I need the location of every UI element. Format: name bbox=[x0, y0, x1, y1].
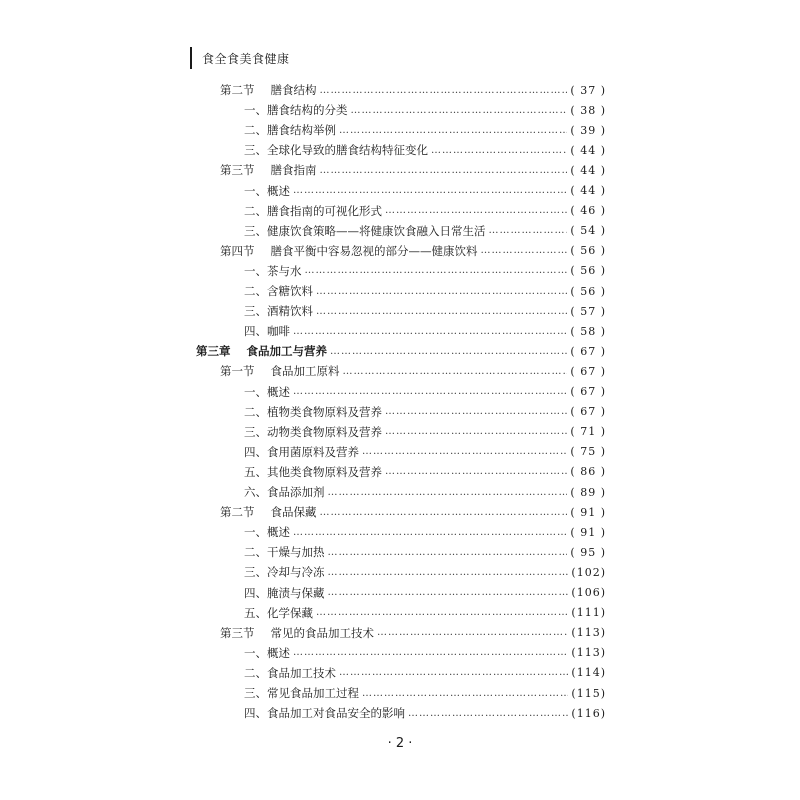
leader-dots bbox=[339, 125, 567, 136]
header-rule bbox=[190, 47, 192, 69]
toc-entry-title bbox=[244, 705, 405, 721]
toc-entry-page: ( 44 ) bbox=[570, 163, 606, 177]
toc-entry bbox=[196, 221, 606, 241]
leader-dots bbox=[385, 406, 567, 417]
leader-dots bbox=[385, 426, 567, 437]
leader-dots bbox=[328, 487, 568, 498]
toc-entry bbox=[196, 361, 606, 381]
toc-entry-title bbox=[244, 484, 325, 500]
toc-entry-title bbox=[244, 444, 359, 460]
toc-entry-title bbox=[220, 504, 317, 520]
toc-entry-text: 膳食指南 bbox=[270, 163, 317, 178]
toc-entry bbox=[196, 80, 606, 100]
toc-entry bbox=[196, 703, 606, 723]
toc-entry-title bbox=[244, 404, 382, 420]
toc-entry-page: ( 91 ) bbox=[570, 505, 606, 519]
toc-entry-page: ( 89 ) bbox=[570, 485, 606, 499]
toc-entry-title bbox=[244, 122, 336, 138]
leader-dots bbox=[316, 607, 568, 618]
toc-entry bbox=[196, 542, 606, 562]
toc-entry-title bbox=[244, 685, 359, 701]
toc-entry bbox=[196, 321, 606, 341]
toc-entry bbox=[196, 241, 606, 261]
toc-entry-page: (106) bbox=[571, 586, 606, 599]
toc-entry-text: 二、植物类食物原料及营养 bbox=[244, 404, 382, 419]
toc-entry-text: 二、含糖饮料 bbox=[244, 284, 313, 298]
toc-entry bbox=[196, 341, 606, 361]
toc-entry-title bbox=[220, 625, 374, 641]
toc-entry-text: 食品加工原料 bbox=[270, 364, 340, 379]
leader-dots bbox=[330, 346, 567, 357]
toc-entry bbox=[196, 462, 606, 482]
page-number: · 2 · bbox=[387, 736, 413, 751]
toc-entry-text: 一、概述 bbox=[244, 525, 290, 540]
running-header bbox=[190, 47, 290, 69]
toc-entry-page: ( 91 ) bbox=[570, 525, 606, 539]
toc-entry-page: ( 75 ) bbox=[570, 445, 606, 459]
toc-entry-page: ( 67 ) bbox=[570, 364, 606, 378]
leader-dots bbox=[316, 286, 567, 297]
toc-entry-page: (102) bbox=[571, 565, 606, 579]
toc-entry-page: ( 67 ) bbox=[570, 405, 606, 419]
toc-entry bbox=[196, 100, 606, 120]
leader-dots bbox=[293, 326, 567, 337]
toc-entry-text: 常见的食品加工技术 bbox=[270, 625, 374, 640]
toc-entry-page: (115) bbox=[571, 686, 606, 700]
toc-entry bbox=[196, 583, 606, 603]
toc-entry-page: ( 39 ) bbox=[570, 123, 606, 137]
toc-entry-text: 三、常见食品加工过程 bbox=[244, 686, 359, 700]
toc-entry-title bbox=[244, 605, 313, 621]
toc-entry-title bbox=[244, 645, 290, 661]
toc-entry-page: ( 46 ) bbox=[570, 204, 606, 218]
toc-entry-text: 三、冷却与冷冻 bbox=[244, 565, 325, 580]
toc-entry bbox=[196, 623, 606, 643]
toc-entry-text: 六、食品添加剂 bbox=[244, 485, 325, 499]
toc-entry-title bbox=[220, 162, 317, 178]
leader-dots bbox=[320, 165, 568, 176]
leader-dots bbox=[377, 627, 568, 638]
toc-entry-page: ( 57 ) bbox=[570, 304, 606, 318]
toc-entry-title bbox=[244, 102, 348, 118]
toc-entry-text: 四、食品加工对食品安全的影响 bbox=[244, 706, 405, 721]
toc-entry-title bbox=[244, 183, 290, 199]
toc-entry bbox=[196, 603, 606, 623]
toc-entry-text: 一、膳食结构的分类 bbox=[244, 103, 348, 118]
toc-entry-title bbox=[244, 564, 325, 580]
toc-entry-number: 第二节 bbox=[220, 505, 255, 520]
toc-entry bbox=[196, 482, 606, 502]
leader-dots bbox=[316, 306, 567, 317]
toc-entry bbox=[196, 301, 606, 321]
leader-dots bbox=[328, 587, 569, 598]
toc-entry-title bbox=[244, 665, 336, 681]
toc-entry-page: ( 58 ) bbox=[570, 324, 606, 338]
leader-dots bbox=[489, 225, 568, 236]
toc-entry bbox=[196, 562, 606, 582]
toc-entry-title bbox=[244, 263, 302, 279]
leader-dots bbox=[343, 366, 568, 377]
toc-entry bbox=[196, 382, 606, 402]
toc-entry-title bbox=[220, 363, 340, 379]
toc-entry-number: 第一节 bbox=[220, 364, 255, 379]
toc-entry-text: 二、膳食结构举例 bbox=[244, 123, 336, 138]
toc-entry-text: 一、概述 bbox=[244, 645, 290, 660]
toc-entry bbox=[196, 402, 606, 422]
toc-entry-text: 膳食平衡中容易忽视的部分——健康饮料 bbox=[270, 243, 478, 258]
leader-dots bbox=[481, 245, 568, 256]
toc-entry-page: (113) bbox=[571, 626, 606, 640]
toc-entry-title bbox=[244, 384, 290, 400]
toc-entry-page: ( 44 ) bbox=[570, 143, 606, 157]
leader-dots bbox=[431, 145, 567, 156]
toc-entry bbox=[196, 663, 606, 683]
toc-entry-text: 二、食品加工技术 bbox=[244, 665, 336, 680]
toc-entry-text: 膳食结构 bbox=[270, 83, 317, 97]
toc-entry bbox=[196, 261, 606, 281]
toc-entry-title bbox=[244, 585, 325, 601]
toc-entry-number: 第三节 bbox=[220, 625, 255, 640]
toc-entry-text: 三、健康饮食策略——将健康饮食融入日常生活 bbox=[244, 223, 486, 238]
toc-entry-text: 二、干燥与加热 bbox=[244, 545, 325, 560]
toc-entry-title bbox=[244, 203, 382, 219]
leader-dots bbox=[293, 647, 568, 658]
toc-entry-page: (116) bbox=[571, 706, 606, 720]
toc-entry-title bbox=[244, 303, 313, 319]
toc-entry bbox=[196, 160, 606, 180]
toc-entry bbox=[196, 502, 606, 522]
toc-entry-title bbox=[244, 283, 313, 299]
toc-entry-page: ( 86 ) bbox=[570, 465, 606, 479]
toc-entry-page: ( 44 ) bbox=[570, 184, 606, 197]
toc-entry-title bbox=[244, 464, 382, 480]
toc-entry-page: ( 56 ) bbox=[570, 284, 606, 298]
toc-entry-page: ( 95 ) bbox=[570, 545, 606, 559]
toc-entry bbox=[196, 201, 606, 221]
toc-entry-page: (113) bbox=[571, 646, 606, 660]
toc-entry bbox=[196, 683, 606, 703]
toc-entry-page: ( 38 ) bbox=[570, 103, 606, 117]
leader-dots bbox=[293, 386, 567, 397]
leader-dots bbox=[328, 547, 568, 558]
toc-entry-title bbox=[220, 82, 317, 98]
leader-dots bbox=[362, 446, 567, 457]
leader-dots bbox=[351, 105, 568, 116]
leader-dots bbox=[362, 688, 568, 699]
leader-dots bbox=[320, 85, 568, 96]
toc-entry bbox=[196, 643, 606, 663]
toc-entry-text: 四、腌渍与保藏 bbox=[244, 585, 325, 600]
toc-entry-page: ( 67 ) bbox=[570, 385, 606, 398]
toc-entry-text: 三、酒精饮料 bbox=[244, 304, 313, 319]
toc-entry-text: 二、膳食指南的可视化形式 bbox=[244, 203, 382, 218]
leader-dots bbox=[320, 507, 568, 518]
toc-entry bbox=[196, 522, 606, 542]
toc-entry-title bbox=[244, 142, 428, 158]
toc-entry-text: 食品加工与营养 bbox=[246, 344, 327, 359]
toc-entry-page: ( 54 ) bbox=[570, 224, 606, 238]
leader-dots bbox=[408, 708, 568, 719]
toc-entry-page: ( 67 ) bbox=[570, 344, 606, 358]
toc-entry bbox=[196, 140, 606, 160]
toc-entry-text: 三、全球化导致的膳食结构特征变化 bbox=[244, 143, 428, 158]
toc-entry bbox=[196, 422, 606, 442]
toc-entry-text: 四、食用菌原料及营养 bbox=[244, 444, 359, 459]
leader-dots bbox=[293, 185, 567, 196]
leader-dots bbox=[305, 265, 568, 276]
toc-entry-title bbox=[244, 544, 325, 560]
toc-entry-page: (114) bbox=[571, 666, 606, 680]
toc-entry-number: 第四节 bbox=[220, 243, 255, 258]
toc-entry-page: (111) bbox=[571, 606, 606, 620]
toc-entry-number: 第二节 bbox=[220, 83, 255, 97]
toc-entry-text: 一、概述 bbox=[244, 183, 290, 198]
toc-entry-title bbox=[244, 424, 382, 440]
toc-entry bbox=[196, 120, 606, 140]
toc-entry-page: ( 71 ) bbox=[570, 425, 606, 439]
toc-entry-title bbox=[244, 524, 290, 540]
toc-entry-title bbox=[196, 343, 327, 359]
toc-entry-text: 五、其他类食物原料及营养 bbox=[244, 464, 382, 479]
toc-entry bbox=[196, 442, 606, 462]
leader-dots bbox=[339, 667, 568, 678]
toc-entry-title bbox=[220, 243, 478, 259]
toc-entry-number: 第三章 bbox=[196, 344, 231, 359]
book-title: 食全食美食健康 bbox=[202, 51, 290, 66]
toc-entry-text: 三、动物类食物原料及营养 bbox=[244, 424, 382, 439]
toc-entry-text: 一、茶与水 bbox=[244, 263, 302, 278]
leader-dots bbox=[328, 567, 569, 578]
toc-entry bbox=[196, 181, 606, 201]
toc-entry-page: ( 37 ) bbox=[570, 83, 606, 97]
toc-entry-title bbox=[244, 223, 486, 239]
toc-entry-number: 第三节 bbox=[220, 163, 255, 178]
toc-entry-page: ( 56 ) bbox=[570, 244, 606, 258]
toc-entry-text: 一、概述 bbox=[244, 384, 290, 399]
leader-dots bbox=[385, 205, 567, 216]
toc-entry-title bbox=[244, 323, 290, 339]
leader-dots bbox=[293, 527, 567, 538]
toc-entry-text: 五、化学保藏 bbox=[244, 605, 313, 620]
leader-dots bbox=[385, 466, 567, 477]
toc-entry-text: 食品保藏 bbox=[270, 505, 317, 520]
toc-entry-text: 四、咖啡 bbox=[244, 324, 290, 339]
toc-entry-page: ( 56 ) bbox=[570, 264, 606, 278]
toc-entry bbox=[196, 281, 606, 301]
